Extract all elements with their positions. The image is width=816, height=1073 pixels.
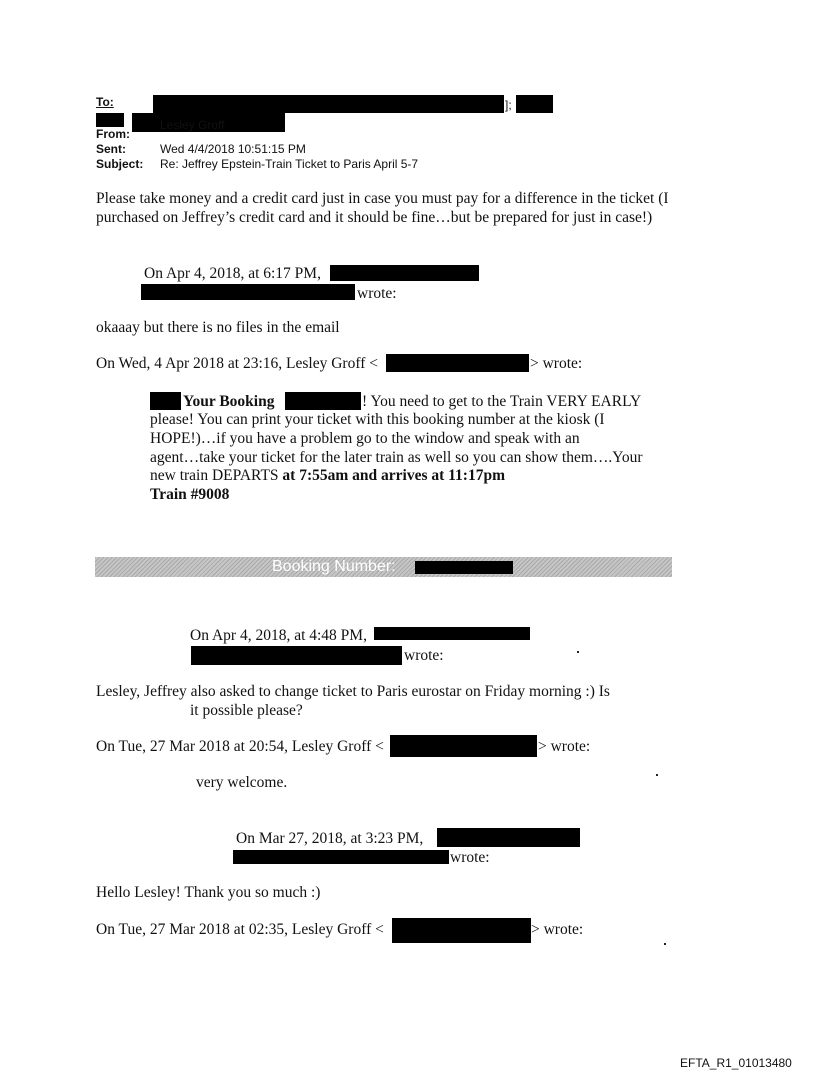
- booking-number-label: Booking Number:: [272, 558, 396, 575]
- sent-value: Wed 4/4/2018 10:51:15 PM: [160, 142, 306, 156]
- redaction-bar: [150, 392, 181, 410]
- to-label: To:: [96, 95, 114, 109]
- redaction-bar: [392, 918, 531, 943]
- redaction-bar: [386, 354, 529, 372]
- your-booking-label: Your Booking: [183, 393, 275, 410]
- subject-label: Subject:: [96, 157, 144, 171]
- booking-line: [150, 466, 505, 485]
- quote-wrote: > wrote:: [531, 921, 584, 938]
- message-line: Please take money and a credit card just in case you must pay for a difference in the ticket (I: [96, 190, 669, 207]
- quote-header: On Tue, 27 Mar 2018 at 02:35, Lesley Groff <: [96, 921, 384, 938]
- to-separator: ];: [505, 98, 512, 112]
- reply-text: it possible please?: [190, 702, 303, 719]
- booking-line: HOPE!)…if you have a problem go to the window and speak with an: [150, 430, 580, 447]
- booking-line: please! You can print your ticket with this booking number at the kiosk (I: [150, 411, 605, 428]
- quote-header: On Apr 4, 2018, at 4:48 PM,: [190, 627, 367, 644]
- quote-wrote: wrote:: [357, 285, 397, 302]
- redaction-bar: [285, 392, 361, 410]
- quote-header: On Wed, 4 Apr 2018 at 23:16, Lesley Groff <: [96, 355, 379, 372]
- reply-text: very welcome.: [196, 774, 288, 791]
- redaction-bar: [437, 828, 580, 847]
- redaction-bar: [153, 95, 504, 113]
- redaction-bar: [374, 627, 530, 640]
- redaction-bar: [191, 646, 402, 665]
- sent-label: Sent:: [96, 142, 126, 156]
- booking-line: ! You need to get to the Train VERY EARLY: [362, 393, 642, 410]
- departs-text: new train DEPARTS: [150, 467, 283, 484]
- reply-text: Lesley, Jeffrey also asked to change ticket to Paris eurostar on Friday morning :) Is: [96, 683, 610, 700]
- redaction-bar: [96, 113, 124, 127]
- document-id: EFTA_R1_01013480: [680, 1056, 792, 1070]
- reply-text: okaaay but there is no files in the email: [96, 319, 340, 336]
- redaction-bar: [330, 265, 479, 281]
- from-value-text: Lesley Groff: [160, 118, 225, 132]
- redaction-bar: [141, 284, 355, 300]
- booking-line: agent…take your ticket for the later train as well so you can show them….Your: [150, 449, 643, 466]
- quote-header: On Mar 27, 2018, at 3:23 PM,: [236, 830, 424, 847]
- scan-speck: [577, 651, 579, 653]
- redaction-bar: [516, 95, 553, 113]
- train-number: Train #9008: [150, 486, 230, 503]
- scan-speck: [664, 943, 666, 945]
- quote-wrote: wrote:: [450, 849, 490, 866]
- message-line: purchased on Jeffrey’s credit card and it should be fine…but be prepared for just in case!): [96, 209, 653, 226]
- quote-header: On Apr 4, 2018, at 6:17 PM,: [144, 265, 321, 282]
- departs-time: at 7:55am and arrives at 11:17pm: [282, 467, 505, 484]
- quote-wrote: wrote:: [404, 647, 444, 664]
- subject-value: Re: Jeffrey Epstein-Train Ticket to Paris April 5-7: [160, 157, 419, 171]
- redaction-bar: [390, 735, 537, 757]
- from-value: [160, 118, 225, 132]
- scan-speck: [656, 774, 658, 776]
- redaction-bar: [415, 561, 513, 574]
- quote-wrote: > wrote:: [538, 738, 591, 755]
- quote-header: On Tue, 27 Mar 2018 at 20:54, Lesley Groff <: [96, 738, 384, 755]
- quote-wrote: > wrote:: [530, 355, 583, 372]
- from-label: From:: [96, 127, 130, 141]
- reply-text: Hello Lesley! Thank you so much :): [96, 884, 321, 901]
- redaction-bar: [233, 850, 449, 864]
